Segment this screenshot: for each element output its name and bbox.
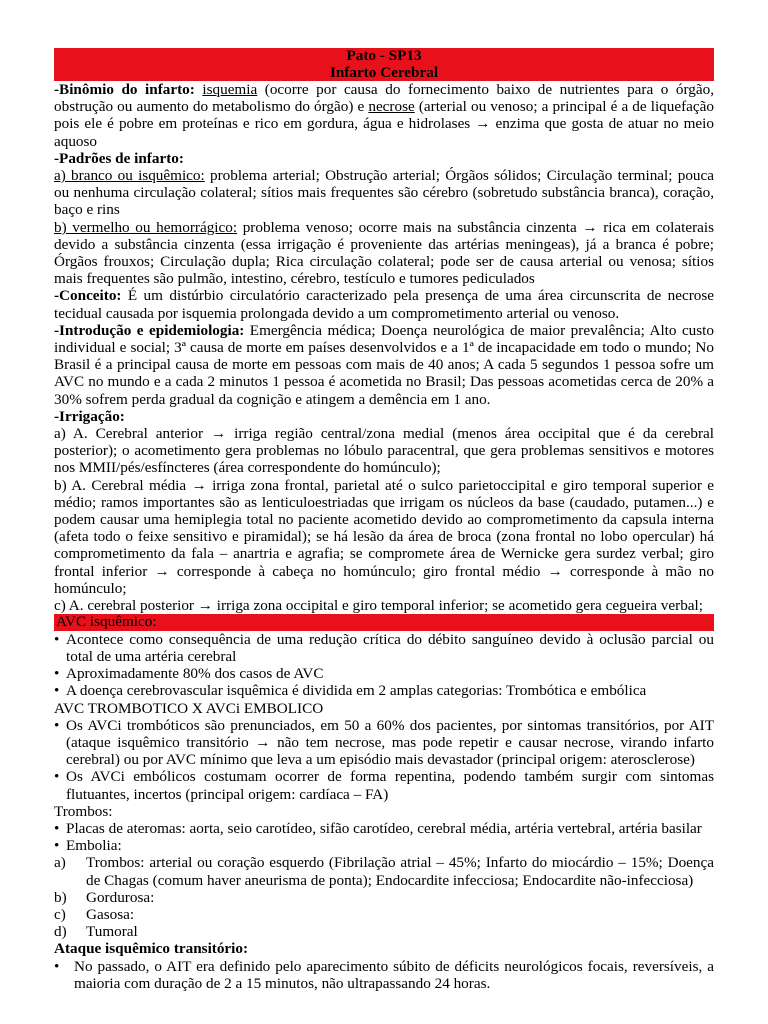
irrigacao-b-paragraph: b) A. Cerebral média → irriga zona frontal, parietal até o sulco parietoccipital e giro temporal superior e médio; ramos importantes são as lenticuloestriadas que irrigam os núcleos da base (caudado, putamen...) e podem causar uma hemiplegia total no paciente acometido devido ao comprometimento da capsula interna (afeta todo o feixe sensitivo e piramidal); se há lesão da área de broca (zona frontal no lobo opercular) há comprometimento da fala – anartria e agrafia; se compromete área de Wernicke gera surdez verbal; giro frontal inferior → corresponde à cabeça no homúnculo; giro frontal médio → corresponde à mão no homúnculo; xyxy=(54,476,714,597)
padroes-a-label: a) branco ou isquêmico: xyxy=(54,167,205,185)
list-item: • Aproximadamente 80% dos casos de AVC xyxy=(54,665,714,682)
binomio-paragraph: -Binômio do infarto: isquemia (ocorre por causa do fornecimento baixo de nutrientes para o órgão, obstrução ou aumento do metabolismo do órgão) e necrose (arterial ou venoso; a principal é a de liquefação pois ele é pobre em proteínas e rico em gordura, água e hidrolases → enzima que gosta de atuar no meio aquoso xyxy=(54,81,714,150)
list-item: • A doença cerebrovascular isquêmica é dividida em 2 amplas categorias: Trombótica e embólica xyxy=(54,682,714,699)
ait-list xyxy=(54,958,714,992)
list-item: • Acontece como consequência de uma redução crítica do débito sanguíneo devido à oclusão parcial ou total de uma artéria cerebral xyxy=(54,631,714,665)
page-title: Infarto Cerebral xyxy=(329,63,439,81)
arrow-icon: → xyxy=(197,597,213,615)
document-page xyxy=(54,48,714,992)
intro-paragraph: -Introdução e epidemiologia: Emergência médica; Doença neurológica de maior prevalência; Alto custo individual e social; 3ª causa de morte em países desenvolvidos e a 1ª de incapacidade em todo o mundo; No Brasil é a principal causa de morte em pessoas com mais de 40 anos; A cada 5 segundos 1 pessoa sofre um AVC no mundo e a cada 2 minutos 1 pessoa é acometida no Brasil; Das pessoas acometidas cerca de 20% a 30% sofrem perda gradual da cognição e atingem a demência em 1 ano. xyxy=(54,321,714,408)
list-item: c) Gasosa: xyxy=(54,906,135,924)
binomio-heading: -Binômio do infarto: xyxy=(54,81,195,98)
list-item: • No passado, o AIT era definido pelo aparecimento súbito de déficits neurológicos focais, reversíveis, a maioria com duração de 2 a 15 minutos, não ultrapassando 24 horas. xyxy=(54,957,714,992)
arrow-icon: → xyxy=(191,476,207,494)
padroes-heading: -Padrões de infarto: xyxy=(54,149,184,167)
avc-bullet-list xyxy=(54,631,714,700)
isquemia-term: isquemia xyxy=(202,81,258,98)
padroes-b-paragraph: b) vermelho ou hemorrágico: problema venoso; ocorre mais na substância cinzenta → rica em colaterais devido a substância cinzenta (essa irrigação é proveniente das artérias meningeas), já a branca é pobre; Órgãos frouxos; Circulação dupla; Rica circulação colateral; pode ser de causa arterial ou venosa; sítios mais frequentes são pulmão, intestino, cérebro, testículo e tumores pediculados xyxy=(54,218,714,288)
padroes-b-label: b) vermelho ou hemorrágico: xyxy=(54,218,238,236)
list-item: • Os AVCi embólicos costumam ocorrer de forma repentina, podendo também surgir com sintomas flutuantes, incertos (principal origem: cardíaca – FA) xyxy=(54,768,714,802)
arrow-icon: → xyxy=(154,562,170,580)
arrow-icon: → xyxy=(547,562,563,580)
trombos-label: Trombos: xyxy=(54,802,113,820)
avc-bullet-list-2 xyxy=(54,717,714,803)
arrow-icon: → xyxy=(210,425,227,443)
conceito-paragraph: -Conceito: É um distúrbio circulatório caracterizado pela presença de uma área circunscrita de necrose tecidual causada por isquemia prolongada devido a um comprometimento arterial ou venoso. xyxy=(54,287,714,322)
list-item: d) Tumoral xyxy=(54,923,138,941)
list-item: • Embolia: xyxy=(54,837,714,854)
avc-section-banner: AVC isquêmico: xyxy=(54,614,714,631)
embolia-list xyxy=(54,854,714,940)
intro-heading: -Introdução e epidemiologia: xyxy=(54,321,245,339)
arrow-icon: → xyxy=(475,115,491,133)
list-item: • Os AVCi trombóticos são prenunciados, em 50 a 60% dos pacientes, por sintomas transitórios, por AIT (ataque isquêmico transitório → não tem necrose, mas pode repetir e causar necrose, virando infarto cerebral) ou por AVC mínimo que leva a um episódio mais devastador (principal origem: aterosclerose) xyxy=(54,717,714,769)
bullet-icon: • xyxy=(54,957,60,975)
avc-compare-heading: AVC TROMBOTICO X AVCi EMBOLICO xyxy=(54,699,324,717)
ait-heading: Ataque isquêmico transitório: xyxy=(54,940,249,958)
padroes-a-paragraph: a) branco ou isquêmico: problema arterial; Obstrução arterial; Órgãos sólidos; Circulação terminal; pouca ou nenhuma circulação colateral; sítios mais frequentes são cérebro (sobretudo substância branca), coração, baço e rins xyxy=(54,167,714,219)
irrigacao-heading: -Irrigação: xyxy=(54,407,125,425)
irrigacao-c-paragraph: c) A. cerebral posterior → irriga zona occipital e giro temporal inferior; se acometido gera cegueira verbal; xyxy=(54,597,703,615)
title-banner xyxy=(54,48,714,81)
course-code: Pato - SP13 xyxy=(346,47,422,64)
list-item: a) Trombos: arterial ou coração esquerdo (Fibrilação atrial – 45%; Infarto do miocárdio – 15%; Doença de Chagas (comum haver aneurisma de ponta); Endocardite infecciosa; Endocardite não-infecciosa) xyxy=(54,854,714,889)
trombos-list xyxy=(54,820,714,854)
list-item: • Placas de ateromas: aorta, seio carotídeo, sifão carotídeo, cerebral média, artéria vertebral, artéria basilar xyxy=(54,820,714,837)
irrigacao-a-paragraph: a) A. Cerebral anterior → irriga região central/zona medial (menos área occipital que é da cerebral posterior); o acometimento gera problemas no lóbulo paracentral, que gera problemas sensitivos e motores nos MMII/pés/esfíncteres (área correspondente do homúnculo); xyxy=(54,425,715,477)
conceito-heading: -Conceito: xyxy=(54,287,122,305)
necrose-term: necrose xyxy=(368,98,415,116)
list-item: b) Gordurosa: xyxy=(54,888,155,906)
arrow-icon: → xyxy=(582,218,598,236)
